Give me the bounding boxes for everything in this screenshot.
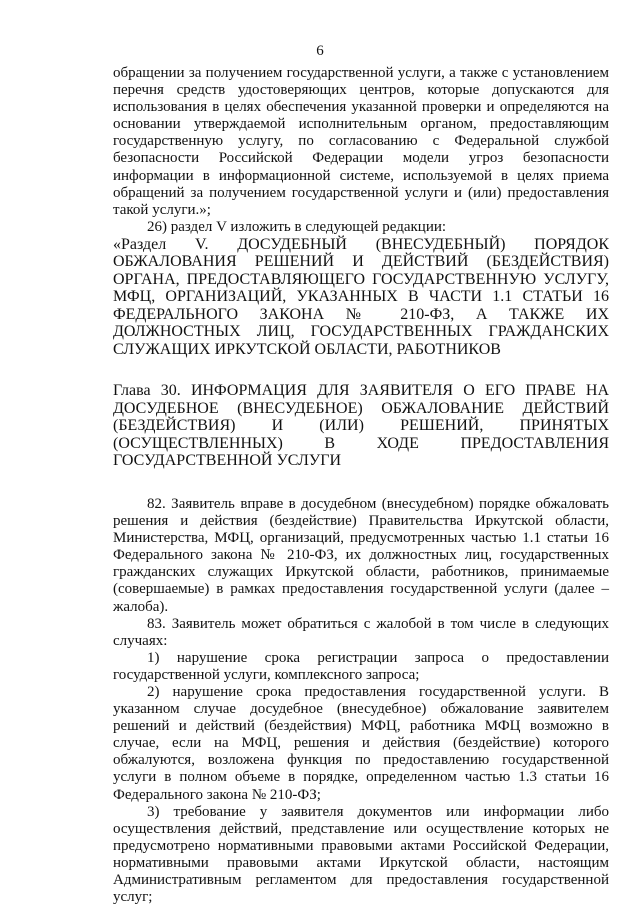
- chapter-title: Глава 30. ИНФОРМАЦИЯ ДЛЯ ЗАЯВИТЕЛЯ О ЕГО ПРАВЕ НА ДОСУДЕБНОЕ (ВНЕСУДЕБНОЕ) ОБЖАЛОВАНИЕ ДЕЙСТВИЙ (БЕЗДЕЙСТВИЯ) И (ИЛИ) РЕШЕНИЙ, ПРИНЯТЫХ (ОСУЩЕСТВЛЕННЫХ) В ХОДЕ ПРЕДОСТАВЛЕНИЯ ГОСУДАРСТВЕННОЙ УСЛУГИ: [113, 382, 609, 470]
- paragraph-82: 82. Заявитель вправе в досудебном (внесудебном) порядке обжаловать решения и действия (бездействие) Правительства Иркутской области, Министерства, МФЦ, организаций, предусмотренных частью 1.1 статьи 16 Федерального закона № 210-ФЗ, их должностных лиц, государственных гражданских служащих Иркутской области, работников, принимаемые (совершаемые) в рамках предоставления государственной услуги (далее – жалоба).: [113, 495, 609, 615]
- list-item-1: 1) нарушение срока регистрации запроса о предоставлении государственной услуги, комплексного запроса;: [113, 649, 609, 683]
- list-item-3: 3) требование у заявителя документов или информации либо осуществления действий, представление или осуществление которых не предусмотрено нормативными правовыми актами Российской Федерации, нормативными правовыми актами Иркутской области, настоящим Административным регламентом для предоставления государственной услуг;: [113, 803, 609, 906]
- document-body: [113, 65, 609, 906]
- paragraph-intro: обращении за получением государственной услуги, а также с установлением перечня средств удостоверяющих центров, которые допускаются для использования в целях обеспечения указанной проверки и определяются на основании утверждаемой исполнительным органом, предоставляющим государственную услугу, по согласованию с Федеральной службой безопасности Российской Федерации модели угроз безопасности информации в информационной системе, используемой в целях приема обращений за получением государственной услуги и (или) предоставления такой услуги.»;: [113, 65, 609, 218]
- paragraph-83: 83. Заявитель может обратиться с жалобой в том числе в следующих случаях:: [113, 615, 609, 649]
- page-number: 6: [316, 43, 324, 59]
- section-title: «Раздел V. ДОСУДЕБНЫЙ (ВНЕСУДЕБНЫЙ) ПОРЯДОК ОБЖАЛОВАНИЯ РЕШЕНИЙ И ДЕЙСТВИЙ (БЕЗДЕЙСТВИЯ) ОРГАНА, ПРЕДОСТАВЛЯЮЩЕГО ГОСУДАРСТВЕННУЮ УСЛУГУ, МФЦ, ОРГАНИЗАЦИЙ, УКАЗАННЫХ В ЧАСТИ 1.1 СТАТЬИ 16 ФЕДЕРАЛЬНОГО ЗАКОНА № 210-ФЗ, А ТАКЖЕ ИХ ДОЛЖНОСТНЫХ ЛИЦ, ГОСУДАРСТВЕННЫХ ГРАЖДАНСКИХ СЛУЖАЩИХ ИРКУТСКОЙ ОБЛАСТИ, РАБОТНИКОВ: [113, 235, 609, 358]
- paragraph-26: 26) раздел V изложить в следующей редакции:: [147, 218, 447, 235]
- list-item-2: 2) нарушение срока предоставления государственной услуги. В указанном случае досудебное (внесудебное) обжалование заявителем решений и действий (бездействия) МФЦ, работника МФЦ возможно в случае, если на МФЦ, решения и действия (бездействие) которого обжалуются, возложена функция по предоставлению государственной услуги в полном объеме в порядке, определенном частью 1.3 статьи 16 Федерального закона № 210-ФЗ;: [113, 683, 609, 803]
